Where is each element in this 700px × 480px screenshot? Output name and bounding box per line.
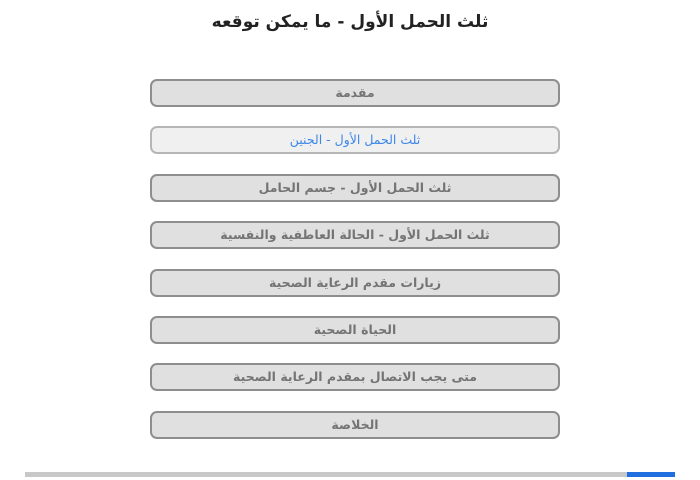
menu-item-introduction[interactable]: مقدمة bbox=[150, 79, 560, 107]
menu-item-healthy-living[interactable]: الحياة الصحية bbox=[150, 316, 560, 344]
page-title: ثلث الحمل الأول - ما يمكن توقعه bbox=[211, 12, 489, 32]
chapter-menu bbox=[150, 79, 560, 458]
menu-item-mother-body[interactable]: ثلث الحمل الأول - جسم الحامل bbox=[150, 174, 560, 202]
menu-item-fetus[interactable]: ثلث الحمل الأول - الجنين bbox=[150, 126, 560, 154]
menu-item-when-to-call[interactable]: متى يجب الاتصال بمقدم الرعاية الصحية bbox=[150, 363, 560, 391]
menu-item-emotional-state[interactable]: ثلث الحمل الأول - الحالة العاطفية والنفسية bbox=[150, 221, 560, 249]
menu-item-provider-visits[interactable]: زيارات مقدم الرعاية الصحية bbox=[150, 269, 560, 297]
progress-bar bbox=[25, 472, 675, 477]
menu-item-summary[interactable]: الخلاصة bbox=[150, 411, 560, 439]
progress-bar-fill bbox=[627, 472, 675, 477]
